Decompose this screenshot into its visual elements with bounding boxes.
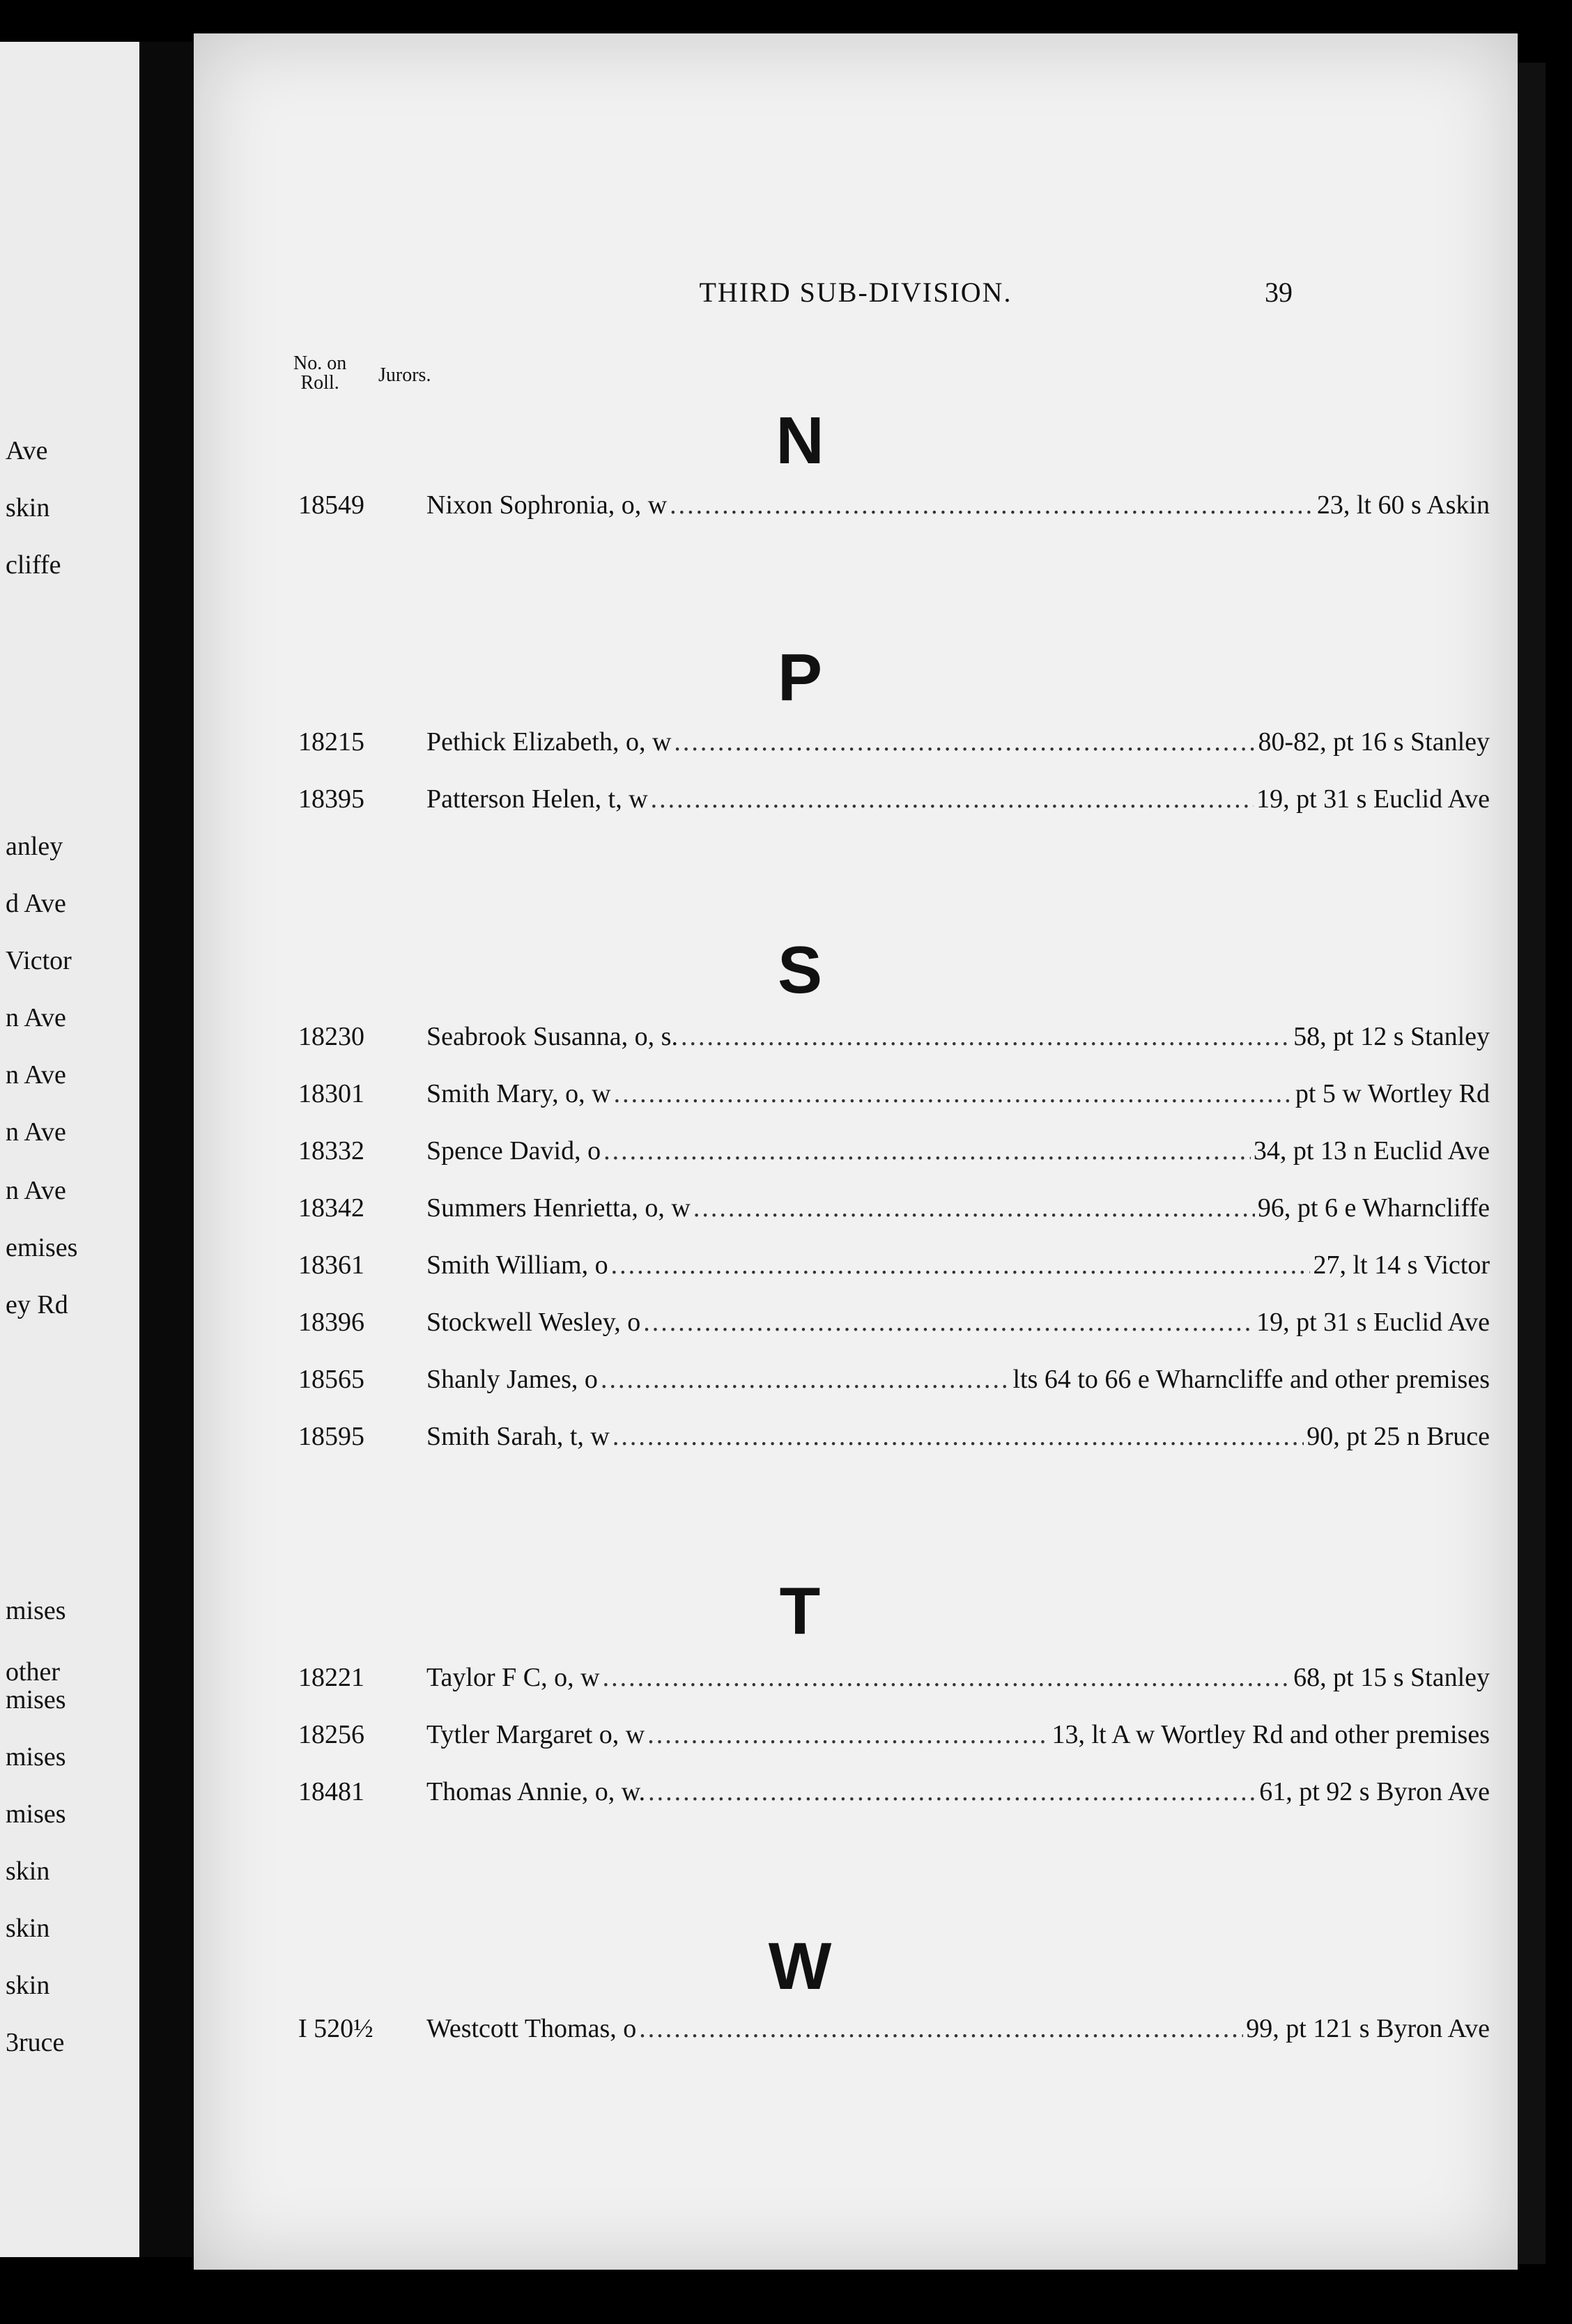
dot-leader: [674, 727, 1255, 757]
table-row: [298, 784, 1490, 821]
table-row: [298, 1021, 1490, 1059]
juror-name: Nixon Sophronia, o, w: [426, 490, 668, 520]
table-row: [298, 1776, 1490, 1814]
juror-name: Tytler Margaret o, w: [426, 1720, 645, 1749]
juror-name: Pethick Elizabeth, o, w: [426, 727, 672, 757]
left-fragment: mises: [6, 1742, 66, 1772]
juror-location: 90, pt 25 n Bruce: [1307, 1422, 1490, 1451]
column-header-jurors: Jurors.: [378, 364, 431, 386]
roll-number: 18595: [298, 1422, 364, 1451]
table-row: [298, 1662, 1490, 1700]
juror-location: 58, pt 12 s Stanley: [1293, 1022, 1490, 1051]
table-row: [298, 1719, 1490, 1757]
dot-leader: [681, 1021, 1290, 1052]
left-fragment: mises: [6, 1799, 66, 1829]
juror-name: Stockwell Wesley, o: [426, 1308, 641, 1337]
dot-leader: [603, 1662, 1291, 1693]
column-header-roll: [293, 354, 346, 393]
table-row: [298, 1136, 1490, 1173]
left-fragment: ey Rd: [6, 1290, 68, 1319]
left-fragment: skin: [6, 1971, 50, 2000]
left-fragment: emises: [6, 1233, 78, 1262]
column-header-roll-line2: Roll.: [300, 372, 339, 394]
juror-location: 19, pt 31 s Euclid Ave: [1256, 784, 1490, 814]
dot-leader: [651, 784, 1254, 814]
juror-name: Spence David, o: [426, 1136, 601, 1165]
facing-page-fragment: [0, 42, 139, 2257]
juror-location: 13, lt A w Wortley Rd and other premises: [1051, 1720, 1490, 1749]
roll-number: 18396: [298, 1308, 364, 1337]
section-letter-w: W: [768, 1929, 832, 2004]
juror-location: 61, pt 92 s Byron Ave: [1259, 1777, 1490, 1806]
juror-name: Smith Sarah, t, w: [426, 1422, 610, 1451]
juror-location: 99, pt 121 s Byron Ave: [1246, 2014, 1490, 2043]
table-row: [298, 1250, 1490, 1287]
roll-number: 18549: [298, 490, 364, 520]
juror-location: 34, pt 13 n Euclid Ave: [1253, 1136, 1490, 1165]
left-fragment: n Ave: [6, 1176, 66, 1205]
juror-location: 19, pt 31 s Euclid Ave: [1256, 1308, 1490, 1337]
table-row: [298, 1193, 1490, 1230]
section-letter-n: N: [776, 403, 824, 478]
juror-location: 96, pt 6 e Wharncliffe: [1257, 1193, 1490, 1223]
left-fragment: 3ruce: [6, 2028, 65, 2057]
table-row: [298, 1307, 1490, 1345]
left-fragment: n Ave: [6, 1003, 66, 1032]
section-letter-t: T: [779, 1574, 821, 1648]
left-fragment: anley: [6, 832, 63, 861]
column-header-roll-line1: No. on: [293, 353, 347, 374]
left-fragment: other: [6, 1657, 61, 1687]
book-spine: [139, 42, 194, 2257]
table-row: [298, 1078, 1490, 1116]
table-row: [298, 1364, 1490, 1402]
left-fragment: Ave: [6, 436, 48, 465]
dot-leader: [639, 2013, 1243, 2044]
juror-name: Smith William, o: [426, 1250, 608, 1280]
jurors-list-page: [194, 33, 1518, 2270]
juror-name: Patterson Helen, t, w: [426, 784, 648, 814]
table-row: [298, 1421, 1490, 1459]
juror-name: Summers Henrietta, o, w: [426, 1193, 691, 1223]
juror-name: Thomas Annie, o, w.: [426, 1777, 646, 1806]
roll-number: 18332: [298, 1136, 364, 1165]
juror-name: Seabrook Susanna, o, s.: [426, 1022, 678, 1051]
juror-name: Taylor F C, o, w: [426, 1663, 600, 1692]
left-fragment: d Ave: [6, 889, 66, 918]
roll-number: 18230: [298, 1022, 364, 1051]
dot-leader: [670, 490, 1314, 520]
dot-leader: [612, 1421, 1304, 1452]
left-fragment: n Ave: [6, 1060, 66, 1090]
left-fragment: mises: [6, 1596, 66, 1625]
roll-number: 18342: [298, 1193, 364, 1223]
roll-number: 18481: [298, 1777, 364, 1806]
juror-name: Smith Mary, o, w: [426, 1079, 611, 1108]
juror-name: Westcott Thomas, o: [426, 2014, 637, 2043]
dot-leader: [643, 1307, 1254, 1338]
juror-location: 27, lt 14 s Victor: [1313, 1250, 1490, 1280]
juror-name: Shanly James, o: [426, 1365, 598, 1394]
left-fragment: mises: [6, 1685, 66, 1714]
dot-leader: [601, 1364, 1010, 1395]
roll-number: 18395: [298, 784, 364, 814]
page-title: THIRD SUB-DIVISION.: [699, 277, 1012, 308]
table-row: [298, 2013, 1490, 2051]
left-fragment: skin: [6, 1914, 50, 1943]
section-letter-p: P: [777, 640, 823, 715]
roll-number: 18221: [298, 1663, 364, 1692]
dot-leader: [648, 1776, 1256, 1807]
left-fragment: skin: [6, 493, 50, 522]
section-letter-s: S: [777, 933, 823, 1007]
juror-location: pt 5 w Wortley Rd: [1295, 1079, 1490, 1108]
juror-location: 23, lt 60 s Askin: [1316, 490, 1490, 520]
page-number: 39: [1265, 277, 1293, 308]
juror-location: 68, pt 15 s Stanley: [1293, 1663, 1490, 1692]
table-row: [298, 727, 1490, 764]
roll-number: 18256: [298, 1720, 364, 1749]
page-edge: [1518, 63, 1546, 2264]
dot-leader: [611, 1250, 1311, 1280]
dot-leader: [647, 1719, 1049, 1750]
roll-number: 18301: [298, 1079, 364, 1108]
juror-location: lts 64 to 66 e Wharncliffe and other premises: [1012, 1365, 1490, 1394]
dot-leader: [693, 1193, 1255, 1223]
left-fragment: skin: [6, 1857, 50, 1886]
dot-leader: [603, 1136, 1251, 1166]
left-fragment: Victor: [6, 946, 72, 975]
roll-number: 18361: [298, 1250, 364, 1280]
roll-number: I 520½: [298, 2014, 373, 2043]
roll-number: 18215: [298, 727, 364, 757]
left-fragment: n Ave: [6, 1117, 66, 1147]
roll-number: 18565: [298, 1365, 364, 1394]
left-fragment: cliffe: [6, 550, 61, 580]
juror-location: 80-82, pt 16 s Stanley: [1258, 727, 1490, 757]
dot-leader: [614, 1078, 1293, 1109]
table-row: [298, 490, 1490, 527]
